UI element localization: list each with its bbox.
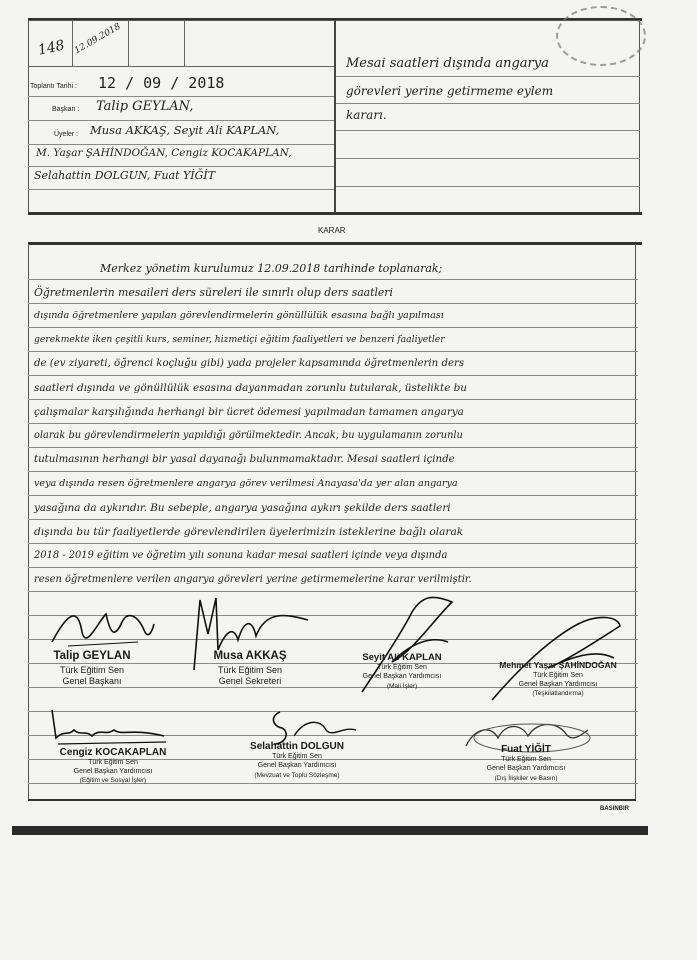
page-bottom-band bbox=[12, 826, 648, 835]
subject-rule-2 bbox=[336, 103, 640, 104]
signatory-name: Musa AKKAŞ bbox=[213, 650, 287, 662]
body-rule bbox=[28, 399, 638, 400]
signatory-title: Genel Başkan Yardımcısı bbox=[257, 762, 337, 769]
body-rule bbox=[28, 279, 638, 280]
signatory-org: Türk Eğitim Sen bbox=[217, 665, 283, 675]
header-small-cell-line bbox=[28, 66, 334, 67]
header-bottom-border bbox=[28, 212, 642, 215]
subject-rule-5 bbox=[336, 186, 640, 187]
signatory-name: Talip GEYLAN bbox=[53, 650, 131, 662]
body-line: yasağına da aykırıdır. Bu sebeple, angarya yasağına aykırı şekilde ders saatleri bbox=[34, 502, 451, 514]
signature-mark bbox=[48, 602, 158, 656]
signatory-org: Türk Eğitim Sen bbox=[59, 665, 125, 675]
printer-mark: BASINBIR bbox=[600, 806, 630, 812]
body-rule bbox=[28, 447, 638, 448]
official-stamp bbox=[556, 6, 646, 66]
signature-mark bbox=[352, 592, 462, 696]
body-line: Öğretmenlerin mesaileri ders süreleri ile sınırlı olup ders saatleri bbox=[34, 286, 393, 299]
body-rule bbox=[28, 567, 638, 568]
signatory-title: Genel Başkan Yardımcısı bbox=[73, 768, 153, 775]
signatory-title: Genel Başkan Yardımcısı bbox=[486, 765, 566, 772]
body-line: de (ev ziyareti, öğrenci koçluğu gibi) yada projeler kapsamında öğretmenlerin ders bbox=[34, 358, 465, 369]
body-rule bbox=[28, 327, 638, 328]
members-line-3: Selahattin DOLGUN, Fuat YİĞİT bbox=[34, 169, 216, 182]
header-row-line-1 bbox=[28, 96, 334, 97]
signatory-dept: (Dış İlişkiler ve Basın) bbox=[494, 775, 558, 782]
body-rule bbox=[28, 471, 638, 472]
signatory-dept: (Eğitim ve Sosyal İşler) bbox=[79, 777, 147, 784]
signatory-name: Selahattin DOLGUN bbox=[250, 741, 344, 752]
section-title: KARAR bbox=[318, 226, 346, 235]
chair-label: Başkan : bbox=[52, 106, 80, 113]
header-cell-sep-2 bbox=[128, 20, 129, 66]
members-line-2: M. Yaşar ŞAHİNDOĞAN, Cengiz KOCAKAPLAN, bbox=[36, 147, 292, 159]
body-line: olarak bu görevlendirmelerin yapıldığı görülmektedir. Ancak, bu uygulamanın zorunlu bbox=[34, 430, 463, 441]
signatory-dept: (Mevzuat ve Toplu Sözleşme) bbox=[254, 772, 340, 779]
body-line: 2018 - 2019 eğitim ve öğretim yılı sonuna kadar mesai saatleri içinde veya dışında bbox=[34, 550, 448, 561]
subject-line-2: görevleri yerine getirmeme eylem bbox=[346, 84, 554, 98]
signatory-name: Mehmet Yaşar ŞAHİNDOĞAN bbox=[499, 660, 617, 670]
members-label: Üyeler : bbox=[54, 131, 79, 138]
signatory-title: Genel Sekreteri bbox=[218, 676, 282, 686]
body-line: veya dışında resen öğretmenlere angarya görev verilmesi Anayasa'da yer alan angarya bbox=[34, 478, 458, 489]
body-rule bbox=[28, 423, 638, 424]
header-cell-sep-3 bbox=[184, 20, 185, 66]
body-line: dışında bu tür faaliyetlerde görevlendirilen üyelerimizin isteklerine bağlı olarak bbox=[34, 526, 464, 538]
signature-mark bbox=[48, 706, 168, 750]
signatory-title: Genel Başkanı bbox=[62, 676, 122, 686]
chair-name: Talip GEYLAN, bbox=[96, 99, 194, 114]
header-cell-sep-1 bbox=[72, 20, 73, 66]
page-date: 12.09.2018 bbox=[72, 21, 123, 57]
subject-line-3: kararı. bbox=[346, 108, 387, 122]
page-number: 148 bbox=[36, 37, 67, 59]
body-rule bbox=[28, 591, 638, 592]
meeting-date-label: Toplantı Tarihi : bbox=[30, 83, 77, 90]
subject-rule-3 bbox=[336, 130, 640, 131]
body-rule bbox=[28, 495, 638, 496]
body-line: tutulmasının herhangi bir yasal dayanağı bulunmamaktadır. Mesai saatleri içinde bbox=[34, 454, 455, 465]
members-line-1: Musa AKKAŞ, Seyit Ali KAPLAN, bbox=[90, 123, 280, 137]
body-bottom-border bbox=[28, 799, 636, 801]
signatory-dept: (Mali İşler) bbox=[386, 683, 418, 690]
header-row-line-4 bbox=[28, 166, 334, 167]
signatory-org: Türk Eğitim Sen bbox=[88, 759, 138, 766]
body-line: resen öğretmenlere verilen angarya görevleri yerine getirmemelerine karar verilmiştir. bbox=[34, 574, 472, 585]
signatory-dept: (Teşkilatlandırma) bbox=[532, 690, 584, 697]
body-line: çalışmalar karşılığında herhangi bir ücret ödemesi yapılmadan tamamen angarya bbox=[34, 406, 464, 418]
header-row-line-3 bbox=[28, 144, 334, 145]
body-rule bbox=[28, 303, 638, 304]
body-rule bbox=[28, 543, 638, 544]
body-line: saatleri dışında ve gönüllülük esasına dayanmadan zorunlu tutularak, üstelikte bu bbox=[34, 382, 467, 394]
body-rule bbox=[28, 351, 638, 352]
body-line: gerekmekte iken çeşitli kurs, seminer, hizmetiçi eğitim faaliyetleri ve benzeri faaliyetler bbox=[34, 334, 445, 345]
header-row-line-2 bbox=[28, 120, 334, 121]
subject-rule-4 bbox=[336, 158, 640, 159]
signatory-org: Türk Eğitim Sen bbox=[377, 664, 427, 671]
signatory-name: Cengiz KOCAKAPLAN bbox=[59, 747, 167, 758]
signatory-name: Fuat YİĞİT bbox=[501, 744, 551, 755]
meeting-date-value: 12 / 09 / 2018 bbox=[98, 74, 225, 92]
signatory-org: Türk Eğitim Sen bbox=[533, 672, 583, 679]
subject-rule-1 bbox=[336, 76, 640, 77]
header-row-line-5 bbox=[28, 189, 334, 190]
signatory-name: Seyit Ali KAPLAN bbox=[362, 652, 442, 663]
signatory-title: Genel Başkan Yardımcısı bbox=[518, 681, 598, 688]
signatory-org: Türk Eğitim Sen bbox=[272, 753, 322, 760]
body-line: Merkez yönetim kurulumuz 12.09.2018 tarihinde toplanarak; bbox=[100, 262, 443, 275]
header-divider bbox=[334, 20, 336, 213]
signatory-org: Türk Eğitim Sen bbox=[501, 756, 551, 763]
body-rule bbox=[28, 519, 638, 520]
body-line: dışında öğretmenlere yapılan görevlendirmelerin gönüllülük esasına bağlı yapılması bbox=[34, 310, 444, 321]
subject-line-1: Mesai saatleri dışında angarya bbox=[346, 56, 549, 71]
signatory-title: Genel Başkan Yardımcısı bbox=[362, 673, 442, 680]
body-rule bbox=[28, 375, 638, 376]
